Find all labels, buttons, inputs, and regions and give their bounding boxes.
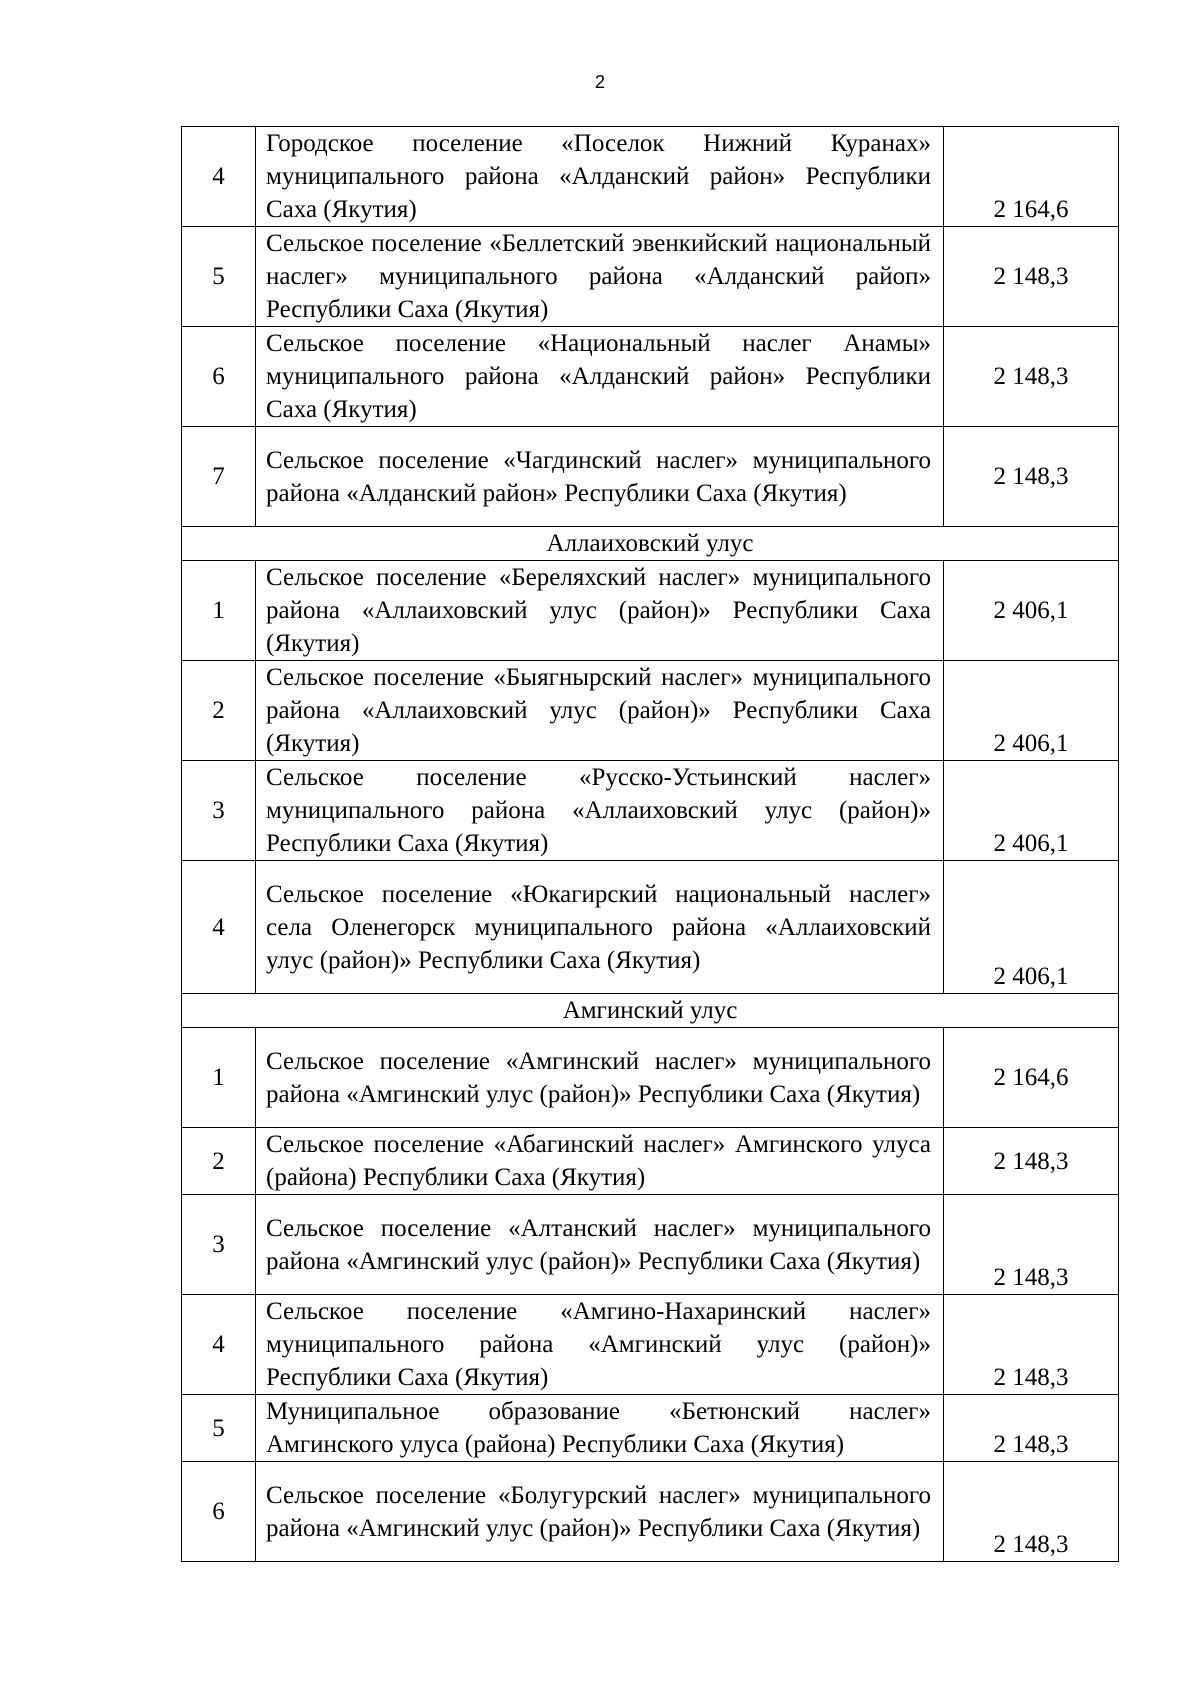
row-number: 5 — [182, 1395, 256, 1462]
row-number: 5 — [182, 227, 256, 327]
amount-value: 2 164,6 — [944, 127, 1119, 227]
table-row — [182, 1195, 1119, 1295]
settlement-name: Сельское поселение «Быягнырский наслег» муниципального района «Аллаиховский улус (район)» Республики Саха (Якутия) — [256, 661, 944, 761]
settlement-name: Сельское поселение «Чагдинский наслег» муниципального района «Алданский район» Республики Саха (Якутия) — [256, 427, 944, 527]
settlement-name: Сельское поселение «Русско-Устьинский наслег» муниципального района «Аллаиховский улус (район)» Республики Саха (Якутия) — [256, 761, 944, 861]
settlement-name: Сельское поселение «Амгинский наслег» муниципального района «Амгинский улус (район)» Республики Саха (Якутия) — [256, 1028, 944, 1128]
section-title: Амгинский улус — [182, 994, 1119, 1028]
section-header-row — [182, 994, 1119, 1028]
settlement-name: Городское поселение «Поселок Нижний Куранах» муниципального района «Алданский район» Республики Саха (Якутия) — [256, 127, 944, 227]
amount-value: 2 148,3 — [944, 1295, 1119, 1395]
section-header-row — [182, 527, 1119, 561]
amount-value: 2 406,1 — [944, 861, 1119, 994]
settlement-name: Муниципальное образование «Бетюнский наслег» Амгинского улуса (района) Республики Саха (Якутия) — [256, 1395, 944, 1462]
table-row — [182, 327, 1119, 427]
row-number: 6 — [182, 1462, 256, 1562]
settlements-table — [181, 126, 1119, 1562]
table-row — [182, 1128, 1119, 1195]
table-row — [182, 127, 1119, 227]
amount-value: 2 406,1 — [944, 561, 1119, 661]
amount-value: 2 148,3 — [944, 1462, 1119, 1562]
table-row — [182, 661, 1119, 761]
amount-value: 2 148,3 — [944, 327, 1119, 427]
page-number: 2 — [594, 72, 605, 92]
settlement-name: Сельское поселение «Беллетский эвенкийский национальный наслег» муниципального района «Алданский райоп» Республики Саха (Якутия) — [256, 227, 944, 327]
row-number: 3 — [182, 761, 256, 861]
settlement-name: Сельское поселение «Юкагирский национальный наслег» села Оленегорск муниципального района «Аллаиховский улус (район)» Республики Саха (Якутия) — [256, 861, 944, 994]
row-number: 7 — [182, 427, 256, 527]
row-number: 4 — [182, 1295, 256, 1395]
table-row — [182, 1295, 1119, 1395]
amount-value: 2 148,3 — [944, 427, 1119, 527]
settlement-name: Сельское поселение «Болугурский наслег» муниципального района «Амгинский улус (район)» Республики Саха (Якутия) — [256, 1462, 944, 1562]
row-number: 1 — [182, 561, 256, 661]
row-number: 2 — [182, 1128, 256, 1195]
amount-value: 2 406,1 — [944, 761, 1119, 861]
table-body — [182, 127, 1119, 1562]
row-number: 3 — [182, 1195, 256, 1295]
amount-value: 2 164,6 — [944, 1028, 1119, 1128]
amount-value: 2 148,3 — [944, 227, 1119, 327]
table-row — [182, 1395, 1119, 1462]
table-row — [182, 1028, 1119, 1128]
row-number: 6 — [182, 327, 256, 427]
table-row — [182, 227, 1119, 327]
row-number: 1 — [182, 1028, 256, 1128]
table-row — [182, 561, 1119, 661]
settlement-name: Сельское поселение «Алтанский наслег» муниципального района «Амгинский улус (район)» Республики Саха (Якутия) — [256, 1195, 944, 1295]
row-number: 4 — [182, 127, 256, 227]
table-row — [182, 861, 1119, 994]
row-number: 4 — [182, 861, 256, 994]
table-row — [182, 761, 1119, 861]
amount-value: 2 406,1 — [944, 661, 1119, 761]
settlement-name: Сельское поселение «Национальный наслег Анамы» муниципального района «Алданский район» Республики Саха (Якутия) — [256, 327, 944, 427]
settlement-name: Сельское поселение «Береляхский наслег» муниципального района «Аллаиховский улус (район)» Республики Саха (Якутия) — [256, 561, 944, 661]
amount-value: 2 148,3 — [944, 1395, 1119, 1462]
amount-value: 2 148,3 — [944, 1195, 1119, 1295]
section-title: Аллаиховский улус — [182, 527, 1119, 561]
settlement-name: Сельское поселение «Амгино-Нахаринский наслег» муниципального района «Амгинский улус (район)» Республики Саха (Якутия) — [256, 1295, 944, 1395]
table-row — [182, 427, 1119, 527]
table-row — [182, 1462, 1119, 1562]
settlement-name: Сельское поселение «Абагинский наслег» Амгинского улуса (района) Республики Саха (Якутия) — [256, 1128, 944, 1195]
amount-value: 2 148,3 — [944, 1128, 1119, 1195]
row-number: 2 — [182, 661, 256, 761]
